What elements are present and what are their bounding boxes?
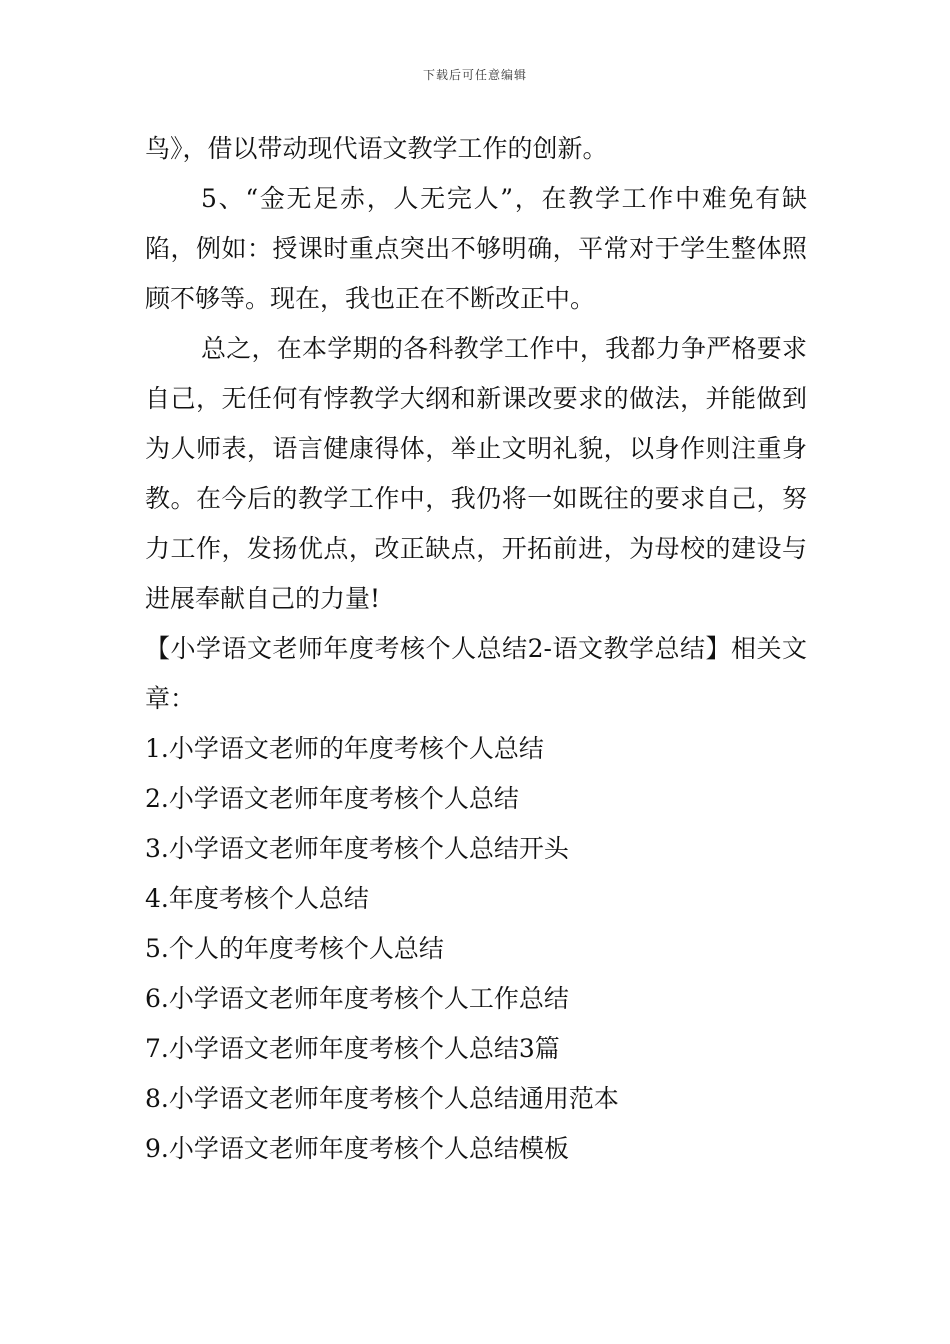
related-article-link[interactable]: 5.个人的年度考核个人总结 <box>145 934 444 963</box>
related-article-link[interactable]: 2.小学语文老师年度考核个人总结 <box>145 784 519 813</box>
related-article-link[interactable]: 1.小学语文老师的年度考核个人总结 <box>145 734 544 763</box>
related-article-link[interactable]: 7.小学语文老师年度考核个人总结3篇 <box>145 1034 560 1063</box>
document-body <box>145 124 807 1174</box>
related-articles-heading: 【小学语文老师年度考核个人总结2-语文教学总结】相关文章： <box>145 634 807 713</box>
page-header-note: 下载后可任意编辑 <box>422 68 527 82</box>
paragraph-continuation: 鸟》，借以带动现代语文教学工作的创新。 <box>145 134 608 163</box>
related-article-link[interactable]: 9.小学语文老师年度考核个人总结模板 <box>145 1134 569 1163</box>
related-article-link[interactable]: 8.小学语文老师年度考核个人总结通用范本 <box>145 1084 619 1113</box>
paragraph-conclusion: 总之，在本学期的各科教学工作中，我都力争严格要求自己，无任何有悖教学大纲和新课改要求的做法，并能做到为人师表，语言健康得体，举止文明礼貌，以身作则注重身教。在今后的教学工作中，我仍将一如既往的要求自己，努力工作，发扬优点，改正缺点，开拓前进，为母校的建设与进展奉献自己的力量! <box>145 334 807 613</box>
related-article-link[interactable]: 4.年度考核个人总结 <box>145 884 369 913</box>
related-article-link[interactable]: 6.小学语文老师年度考核个人工作总结 <box>145 984 569 1013</box>
related-articles-list <box>145 724 807 1174</box>
related-article-link[interactable]: 3.小学语文老师年度考核个人总结开头 <box>145 834 569 863</box>
paragraph-point-5: 5、“金无足赤，人无完人”，在教学工作中难免有缺陷，例如：授课时重点突出不够明确，平常对于学生整体照顾不够等。现在，我也正在不断改正中。 <box>145 184 807 313</box>
